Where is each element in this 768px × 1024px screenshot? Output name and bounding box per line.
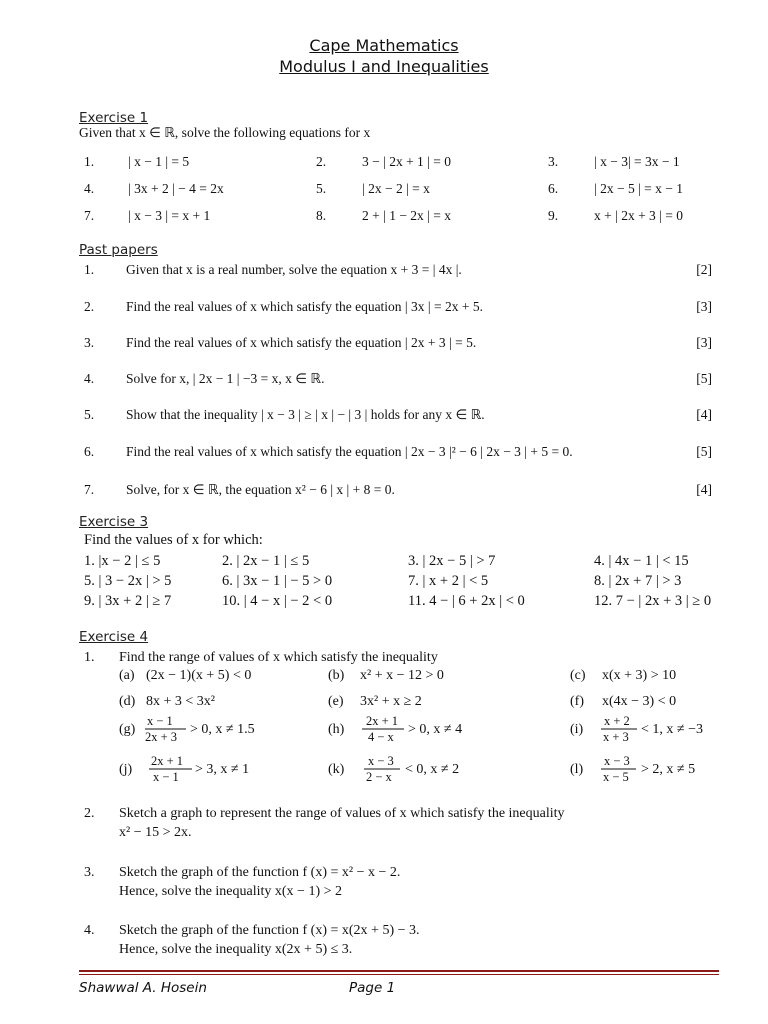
ex1-question: | x − 1 | = 5 <box>128 154 190 169</box>
ex1-question: | 2x − 5 | = x − 1 <box>594 181 683 196</box>
frac-denominator: x − 1 <box>153 770 179 784</box>
ex4-q2-line2: x² − 15 > 2x. <box>119 825 192 840</box>
ex4-part-label: (e) <box>328 694 344 709</box>
ex1-num: 9. <box>548 208 559 223</box>
frac-numerator: x − 1 <box>147 714 173 728</box>
ex4-part: 3x² + x ≥ 2 <box>360 694 422 709</box>
frac-rest: < 1, x ≠ −3 <box>641 722 703 737</box>
ex4-q4-num: 4. <box>84 923 95 938</box>
ex3-item: 12. 7 − | 2x + 3 | ≥ 0 <box>594 593 712 609</box>
ex4-part-label: (c) <box>570 668 586 683</box>
ex4-part: (2x − 1)(x + 5) < 0 <box>146 668 252 683</box>
exercise3-intro: Find the values of x for which: <box>84 532 263 548</box>
ex3-item: 3. | 2x − 5 | > 7 <box>408 553 496 569</box>
frac-numerator: 2x + 1 <box>151 754 184 768</box>
ex1-num: 7. <box>84 208 95 223</box>
ex1-question: 3 − | 2x + 1 | = 0 <box>362 154 451 169</box>
footer-author: Shawwal A. Hosein <box>79 980 207 996</box>
pp-num: 5. <box>84 407 95 422</box>
ex3-item: 6. | 3x − 1 | − 5 > 0 <box>222 573 333 589</box>
ex3-item: 4. | 4x − 1 | < 15 <box>594 553 689 569</box>
ex4-part-label: (d) <box>119 694 136 709</box>
frac-numerator: x − 3 <box>368 754 394 768</box>
ex4-part: x(x + 3) > 10 <box>602 668 677 683</box>
page-title: Cape Mathematics <box>309 36 459 55</box>
ex1-num: 8. <box>316 208 327 223</box>
pp-question: Find the real values of x which satisfy the equation | 3x | = 2x + 5. <box>126 299 483 314</box>
exercise4-heading: Exercise 4 <box>79 629 149 645</box>
frac-denominator: x + 3 <box>603 730 629 744</box>
pp-num: 3. <box>84 335 95 350</box>
ex1-question: | 3x + 2 | − 4 = 2x <box>128 181 224 196</box>
frac-rest: > 0, x ≠ 1.5 <box>190 722 255 737</box>
exercise3-heading: Exercise 3 <box>79 514 149 530</box>
pp-question: Show that the inequality | x − 3 | ≥ | x | − | 3 | holds for any x ∈ ℝ. <box>126 407 485 422</box>
frac-rest: > 2, x ≠ 5 <box>641 762 696 777</box>
frac-denominator: 2 − x <box>366 770 392 784</box>
ex1-num: 4. <box>84 181 95 196</box>
ex1-num: 6. <box>548 181 559 196</box>
ex4-q1-intro: Find the range of values of x which satisfy the inequality <box>119 650 438 665</box>
pp-marks: [3] <box>696 335 712 350</box>
pp-marks: [4] <box>696 482 712 497</box>
pp-num: 7. <box>84 482 95 497</box>
frac-denominator: 4 − x <box>368 730 394 744</box>
frac-numerator: x + 2 <box>604 714 630 728</box>
pp-marks: [3] <box>696 299 712 314</box>
ex1-num: 2. <box>316 154 327 169</box>
pp-num: 2. <box>84 299 95 314</box>
pp-marks: [4] <box>696 407 712 422</box>
frac-numerator: 2x + 1 <box>366 714 399 728</box>
ex3-item: 10. | 4 − x | − 2 < 0 <box>222 593 333 609</box>
exercise1-heading: Exercise 1 <box>79 110 149 126</box>
frac-label: (h) <box>328 722 345 737</box>
frac-label: (g) <box>119 722 136 737</box>
past-papers-heading: Past papers <box>79 242 158 258</box>
frac-label: (j) <box>119 762 133 777</box>
pp-question: Solve for x, | 2x − 1 | −3 = x, x ∈ ℝ. <box>126 371 325 386</box>
footer-rule <box>79 970 719 972</box>
ex3-item: 9. | 3x + 2 | ≥ 7 <box>84 593 172 609</box>
pp-marks: [2] <box>696 262 712 277</box>
ex1-num: 5. <box>316 181 327 196</box>
ex4-q3-line2: Hence, solve the inequality x(x − 1) > 2 <box>119 884 343 899</box>
footer-rule-thin <box>79 974 719 975</box>
frac-rest: > 0, x ≠ 4 <box>408 722 463 737</box>
ex4-q4-line1: Sketch the graph of the function f (x) = x(2x + 5) − 3. <box>119 923 420 938</box>
ex3-item: 11. 4 − | 6 + 2x | < 0 <box>408 593 525 609</box>
ex4-q4-line2: Hence, solve the inequality x(2x + 5) ≤ 3. <box>119 942 353 957</box>
page-subtitle: Modulus I and Inequalities <box>279 57 489 76</box>
exercise1-intro: Given that x ∈ ℝ, solve the following equations for x <box>79 125 371 140</box>
pp-num: 4. <box>84 371 95 386</box>
ex1-question: | x − 3| = 3x − 1 <box>594 154 680 169</box>
ex3-item: 5. | 3 − 2x | > 5 <box>84 573 172 589</box>
ex4-part: x² + x − 12 > 0 <box>360 668 444 683</box>
pp-marks: [5] <box>696 371 712 386</box>
pp-num: 6. <box>84 444 95 459</box>
ex1-question: 2 + | 1 − 2x | = x <box>362 208 451 223</box>
ex3-item: 2. | 2x − 1 | ≤ 5 <box>222 553 310 569</box>
pp-question: Find the real values of x which satisfy the equation | 2x − 3 |² − 6 | 2x − 3 | + 5 = 0. <box>126 444 573 459</box>
footer-page-number: Page 1 <box>349 980 396 996</box>
pp-marks: [5] <box>696 444 712 459</box>
pp-question: Find the real values of x which satisfy the equation | 2x + 3 | = 5. <box>126 335 477 350</box>
frac-denominator: 2x + 3 <box>145 730 178 744</box>
ex4-q2-line1: Sketch a graph to represent the range of values of x which satisfy the inequality <box>119 806 565 821</box>
ex4-q3-line1: Sketch the graph of the function f (x) = x² − x − 2. <box>119 865 401 880</box>
frac-label: (l) <box>570 762 584 777</box>
frac-denominator: x − 5 <box>603 770 629 784</box>
ex3-item: 8. | 2x + 7 | > 3 <box>594 573 682 589</box>
ex4-part: x(4x − 3) < 0 <box>602 694 677 709</box>
frac-rest: < 0, x ≠ 2 <box>405 762 460 777</box>
frac-label: (i) <box>570 722 584 737</box>
pp-question: Given that x is a real number, solve the equation x + 3 = | 4x |. <box>126 262 462 277</box>
ex4-q1-num: 1. <box>84 650 95 665</box>
frac-rest: > 3, x ≠ 1 <box>195 762 250 777</box>
ex3-item: 1. |x − 2 | ≤ 5 <box>84 553 161 569</box>
ex4-part: 8x + 3 < 3x² <box>146 694 215 709</box>
pp-question: Solve, for x ∈ ℝ, the equation x² − 6 | x | + 8 = 0. <box>126 482 395 497</box>
ex1-question: | 2x − 2 | = x <box>362 181 430 196</box>
ex4-part-label: (b) <box>328 668 345 683</box>
frac-label: (k) <box>328 762 345 777</box>
ex1-question: x + | 2x + 3 | = 0 <box>594 208 683 223</box>
ex4-q2-num: 2. <box>84 806 95 821</box>
ex4-q3-num: 3. <box>84 865 95 880</box>
ex1-num: 1. <box>84 154 95 169</box>
ex4-part-label: (f) <box>570 694 584 709</box>
frac-numerator: x − 3 <box>604 754 630 768</box>
ex1-question: | x − 3 | = x + 1 <box>128 208 211 223</box>
ex3-item: 7. | x + 2 | < 5 <box>408 573 489 589</box>
ex1-num: 3. <box>548 154 559 169</box>
ex4-part-label: (a) <box>119 668 135 683</box>
pp-num: 1. <box>84 262 95 277</box>
